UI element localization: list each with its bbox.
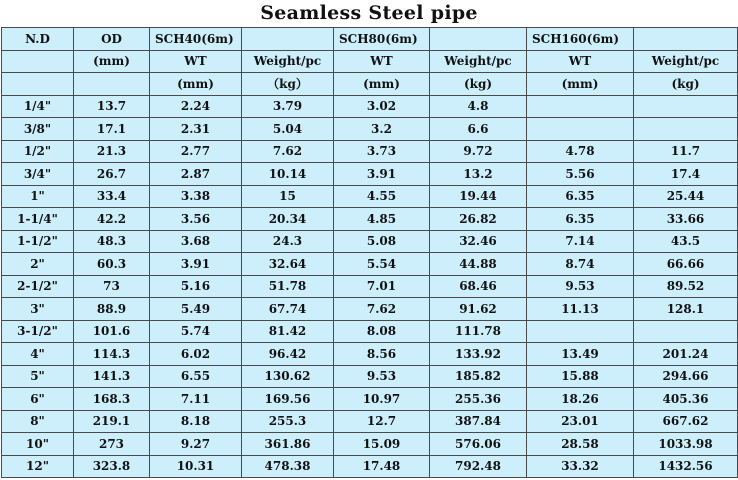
table-cell: 43.5 — [634, 230, 738, 253]
table-cell: 114.3 — [74, 343, 150, 366]
table-cell: 6.6 — [430, 118, 527, 141]
table-row — [2, 95, 738, 118]
table-cell: 3.38 — [150, 185, 242, 208]
table-cell: 478.38 — [242, 455, 334, 478]
table-cell: 3.02 — [334, 95, 430, 118]
table-cell: 3.2 — [334, 118, 430, 141]
header-cell: OD — [74, 28, 150, 51]
table-cell: 12.7 — [334, 410, 430, 433]
table-cell: 5" — [2, 365, 74, 388]
header-cell: Weight/pc — [242, 50, 334, 73]
header-cell: SCH40(6m) — [150, 28, 242, 51]
header-cell: Weight/pc — [430, 50, 527, 73]
table-cell: 19.44 — [430, 185, 527, 208]
table-cell: 60.3 — [74, 253, 150, 276]
table-cell: 32.46 — [430, 230, 527, 253]
table-row — [2, 185, 738, 208]
table-cell: 8.56 — [334, 343, 430, 366]
table-cell: 6.55 — [150, 365, 242, 388]
table-cell — [527, 320, 634, 343]
table-cell: 7.14 — [527, 230, 634, 253]
table-cell: 1432.56 — [634, 455, 738, 478]
table-cell: 3.91 — [334, 163, 430, 186]
header-cell: (mm) — [150, 73, 242, 96]
table-cell — [634, 95, 738, 118]
table-cell: 2.87 — [150, 163, 242, 186]
steel-pipe-table — [1, 27, 738, 478]
table-row — [2, 365, 738, 388]
table-cell: 5.56 — [527, 163, 634, 186]
table-cell: 13.49 — [527, 343, 634, 366]
table-cell: 73 — [74, 275, 150, 298]
table-cell — [527, 118, 634, 141]
table-cell: 1" — [2, 185, 74, 208]
table-cell: 3.79 — [242, 95, 334, 118]
table-cell: 128.1 — [634, 298, 738, 321]
table-cell: 15.09 — [334, 433, 430, 456]
table-cell: 9.27 — [150, 433, 242, 456]
table-cell: 11.13 — [527, 298, 634, 321]
table-row — [2, 163, 738, 186]
table-cell: 4.8 — [430, 95, 527, 118]
table-cell: 66.66 — [634, 253, 738, 276]
table-cell: 1-1/2" — [2, 230, 74, 253]
table-cell: 7.11 — [150, 388, 242, 411]
table-cell: 101.6 — [74, 320, 150, 343]
page-title: Seamless Steel pipe — [260, 2, 478, 24]
table-cell — [527, 95, 634, 118]
table-cell: 24.3 — [242, 230, 334, 253]
table-cell: 6" — [2, 388, 74, 411]
table-cell: 9.53 — [334, 365, 430, 388]
table-cell: 387.84 — [430, 410, 527, 433]
header-cell: SCH160(6m) — [527, 28, 634, 51]
table-cell: 9.53 — [527, 275, 634, 298]
table-cell: 141.3 — [74, 365, 150, 388]
table-cell: 7.01 — [334, 275, 430, 298]
table-cell: 294.66 — [634, 365, 738, 388]
table-cell: 3/4" — [2, 163, 74, 186]
header-cell: N.D — [2, 28, 74, 51]
table-cell: 88.9 — [74, 298, 150, 321]
table-cell: 13.2 — [430, 163, 527, 186]
table-cell: 5.74 — [150, 320, 242, 343]
table-cell: 15 — [242, 185, 334, 208]
table-cell: 4.55 — [334, 185, 430, 208]
table-cell: 6.35 — [527, 185, 634, 208]
header-cell — [430, 28, 527, 51]
table-cell: 91.62 — [430, 298, 527, 321]
table-row — [2, 118, 738, 141]
header-cell — [74, 73, 150, 96]
table-cell: 13.7 — [74, 95, 150, 118]
table-row — [2, 320, 738, 343]
table-cell: 3-1/2" — [2, 320, 74, 343]
header-cell: SCH80(6m) — [334, 28, 430, 51]
table-cell: 9.72 — [430, 140, 527, 163]
table-row — [2, 343, 738, 366]
header-cell: (mm) — [527, 73, 634, 96]
table-cell: 323.8 — [74, 455, 150, 478]
table-cell — [634, 320, 738, 343]
table-cell: 6.02 — [150, 343, 242, 366]
header-row-1 — [2, 28, 738, 51]
table-cell: 10" — [2, 433, 74, 456]
header-cell — [634, 28, 738, 51]
header-cell — [242, 28, 334, 51]
table-cell: 201.24 — [634, 343, 738, 366]
table-cell: 48.3 — [74, 230, 150, 253]
table-cell: 576.06 — [430, 433, 527, 456]
table-cell: 33.4 — [74, 185, 150, 208]
table-cell: 5.16 — [150, 275, 242, 298]
table-cell: 7.62 — [242, 140, 334, 163]
table-cell: 8" — [2, 410, 74, 433]
table-cell: 4.85 — [334, 208, 430, 231]
table-row — [2, 388, 738, 411]
header-cell: (mm) — [334, 73, 430, 96]
table-cell: 667.62 — [634, 410, 738, 433]
table-row — [2, 433, 738, 456]
table-cell: 219.1 — [74, 410, 150, 433]
table-cell: 1033.98 — [634, 433, 738, 456]
table-cell — [634, 118, 738, 141]
table-cell: 33.66 — [634, 208, 738, 231]
header-row-2 — [2, 50, 738, 73]
table-row — [2, 455, 738, 478]
table-cell: 10.31 — [150, 455, 242, 478]
table-cell: 168.3 — [74, 388, 150, 411]
table-cell: 81.42 — [242, 320, 334, 343]
table-cell: 273 — [74, 433, 150, 456]
table-cell: 3" — [2, 298, 74, 321]
table-cell: 3.56 — [150, 208, 242, 231]
table-cell: 32.64 — [242, 253, 334, 276]
table-cell: 133.92 — [430, 343, 527, 366]
header-cell — [2, 73, 74, 96]
table-cell: 96.42 — [242, 343, 334, 366]
table-cell: 5.08 — [334, 230, 430, 253]
table-cell: 17.48 — [334, 455, 430, 478]
table-cell: 255.36 — [430, 388, 527, 411]
table-row — [2, 410, 738, 433]
table-cell: 26.7 — [74, 163, 150, 186]
table-cell: 12" — [2, 455, 74, 478]
table-cell: 26.82 — [430, 208, 527, 231]
table-cell: 8.18 — [150, 410, 242, 433]
table-cell: 68.46 — [430, 275, 527, 298]
table-cell: 3.91 — [150, 253, 242, 276]
table-cell: 2" — [2, 253, 74, 276]
table-cell: 51.78 — [242, 275, 334, 298]
table-cell: 255.3 — [242, 410, 334, 433]
table-cell: 21.3 — [74, 140, 150, 163]
table-cell: 1/2" — [2, 140, 74, 163]
table-cell: 2.24 — [150, 95, 242, 118]
header-row-3 — [2, 73, 738, 96]
table-cell: 44.88 — [430, 253, 527, 276]
table-cell: 33.32 — [527, 455, 634, 478]
table-cell: 89.52 — [634, 275, 738, 298]
table-row — [2, 253, 738, 276]
table-cell: 1-1/4" — [2, 208, 74, 231]
table-row — [2, 230, 738, 253]
table-row — [2, 208, 738, 231]
table-cell: 10.14 — [242, 163, 334, 186]
table-cell: 42.2 — [74, 208, 150, 231]
table-cell: 792.48 — [430, 455, 527, 478]
table-cell: 111.78 — [430, 320, 527, 343]
table-cell: 3/8" — [2, 118, 74, 141]
table-cell: 2.77 — [150, 140, 242, 163]
table-cell: 2-1/2" — [2, 275, 74, 298]
table-row — [2, 275, 738, 298]
table-row — [2, 140, 738, 163]
table-cell: 130.62 — [242, 365, 334, 388]
table-cell: 2.31 — [150, 118, 242, 141]
table-cell: 25.44 — [634, 185, 738, 208]
header-cell: (kg) — [430, 73, 527, 96]
header-cell: (mm) — [74, 50, 150, 73]
table-cell: 8.74 — [527, 253, 634, 276]
table-cell: 8.08 — [334, 320, 430, 343]
table-cell: 15.88 — [527, 365, 634, 388]
header-cell: WT — [527, 50, 634, 73]
header-cell: WT — [334, 50, 430, 73]
table-cell: 23.01 — [527, 410, 634, 433]
table-cell: 67.74 — [242, 298, 334, 321]
table-cell: 4" — [2, 343, 74, 366]
table-cell: 11.7 — [634, 140, 738, 163]
table-cell: 4.78 — [527, 140, 634, 163]
header-cell: WT — [150, 50, 242, 73]
table-cell: 7.62 — [334, 298, 430, 321]
table-cell: 20.34 — [242, 208, 334, 231]
table-cell: 10.97 — [334, 388, 430, 411]
table-cell: 3.73 — [334, 140, 430, 163]
table-cell: 17.1 — [74, 118, 150, 141]
table-cell: 185.82 — [430, 365, 527, 388]
table-cell: 3.68 — [150, 230, 242, 253]
header-cell: Weight/pc — [634, 50, 738, 73]
table-cell: 28.58 — [527, 433, 634, 456]
table-cell: 18.26 — [527, 388, 634, 411]
header-cell: (kg) — [634, 73, 738, 96]
table-cell: 405.36 — [634, 388, 738, 411]
table-cell: 361.86 — [242, 433, 334, 456]
table-cell: 169.56 — [242, 388, 334, 411]
header-cell: （kg） — [242, 73, 334, 96]
table-cell: 17.4 — [634, 163, 738, 186]
table-cell: 5.04 — [242, 118, 334, 141]
table-row — [2, 298, 738, 321]
table-cell: 5.54 — [334, 253, 430, 276]
header-cell — [2, 50, 74, 73]
table-cell: 5.49 — [150, 298, 242, 321]
table-cell: 6.35 — [527, 208, 634, 231]
table-cell: 1/4" — [2, 95, 74, 118]
